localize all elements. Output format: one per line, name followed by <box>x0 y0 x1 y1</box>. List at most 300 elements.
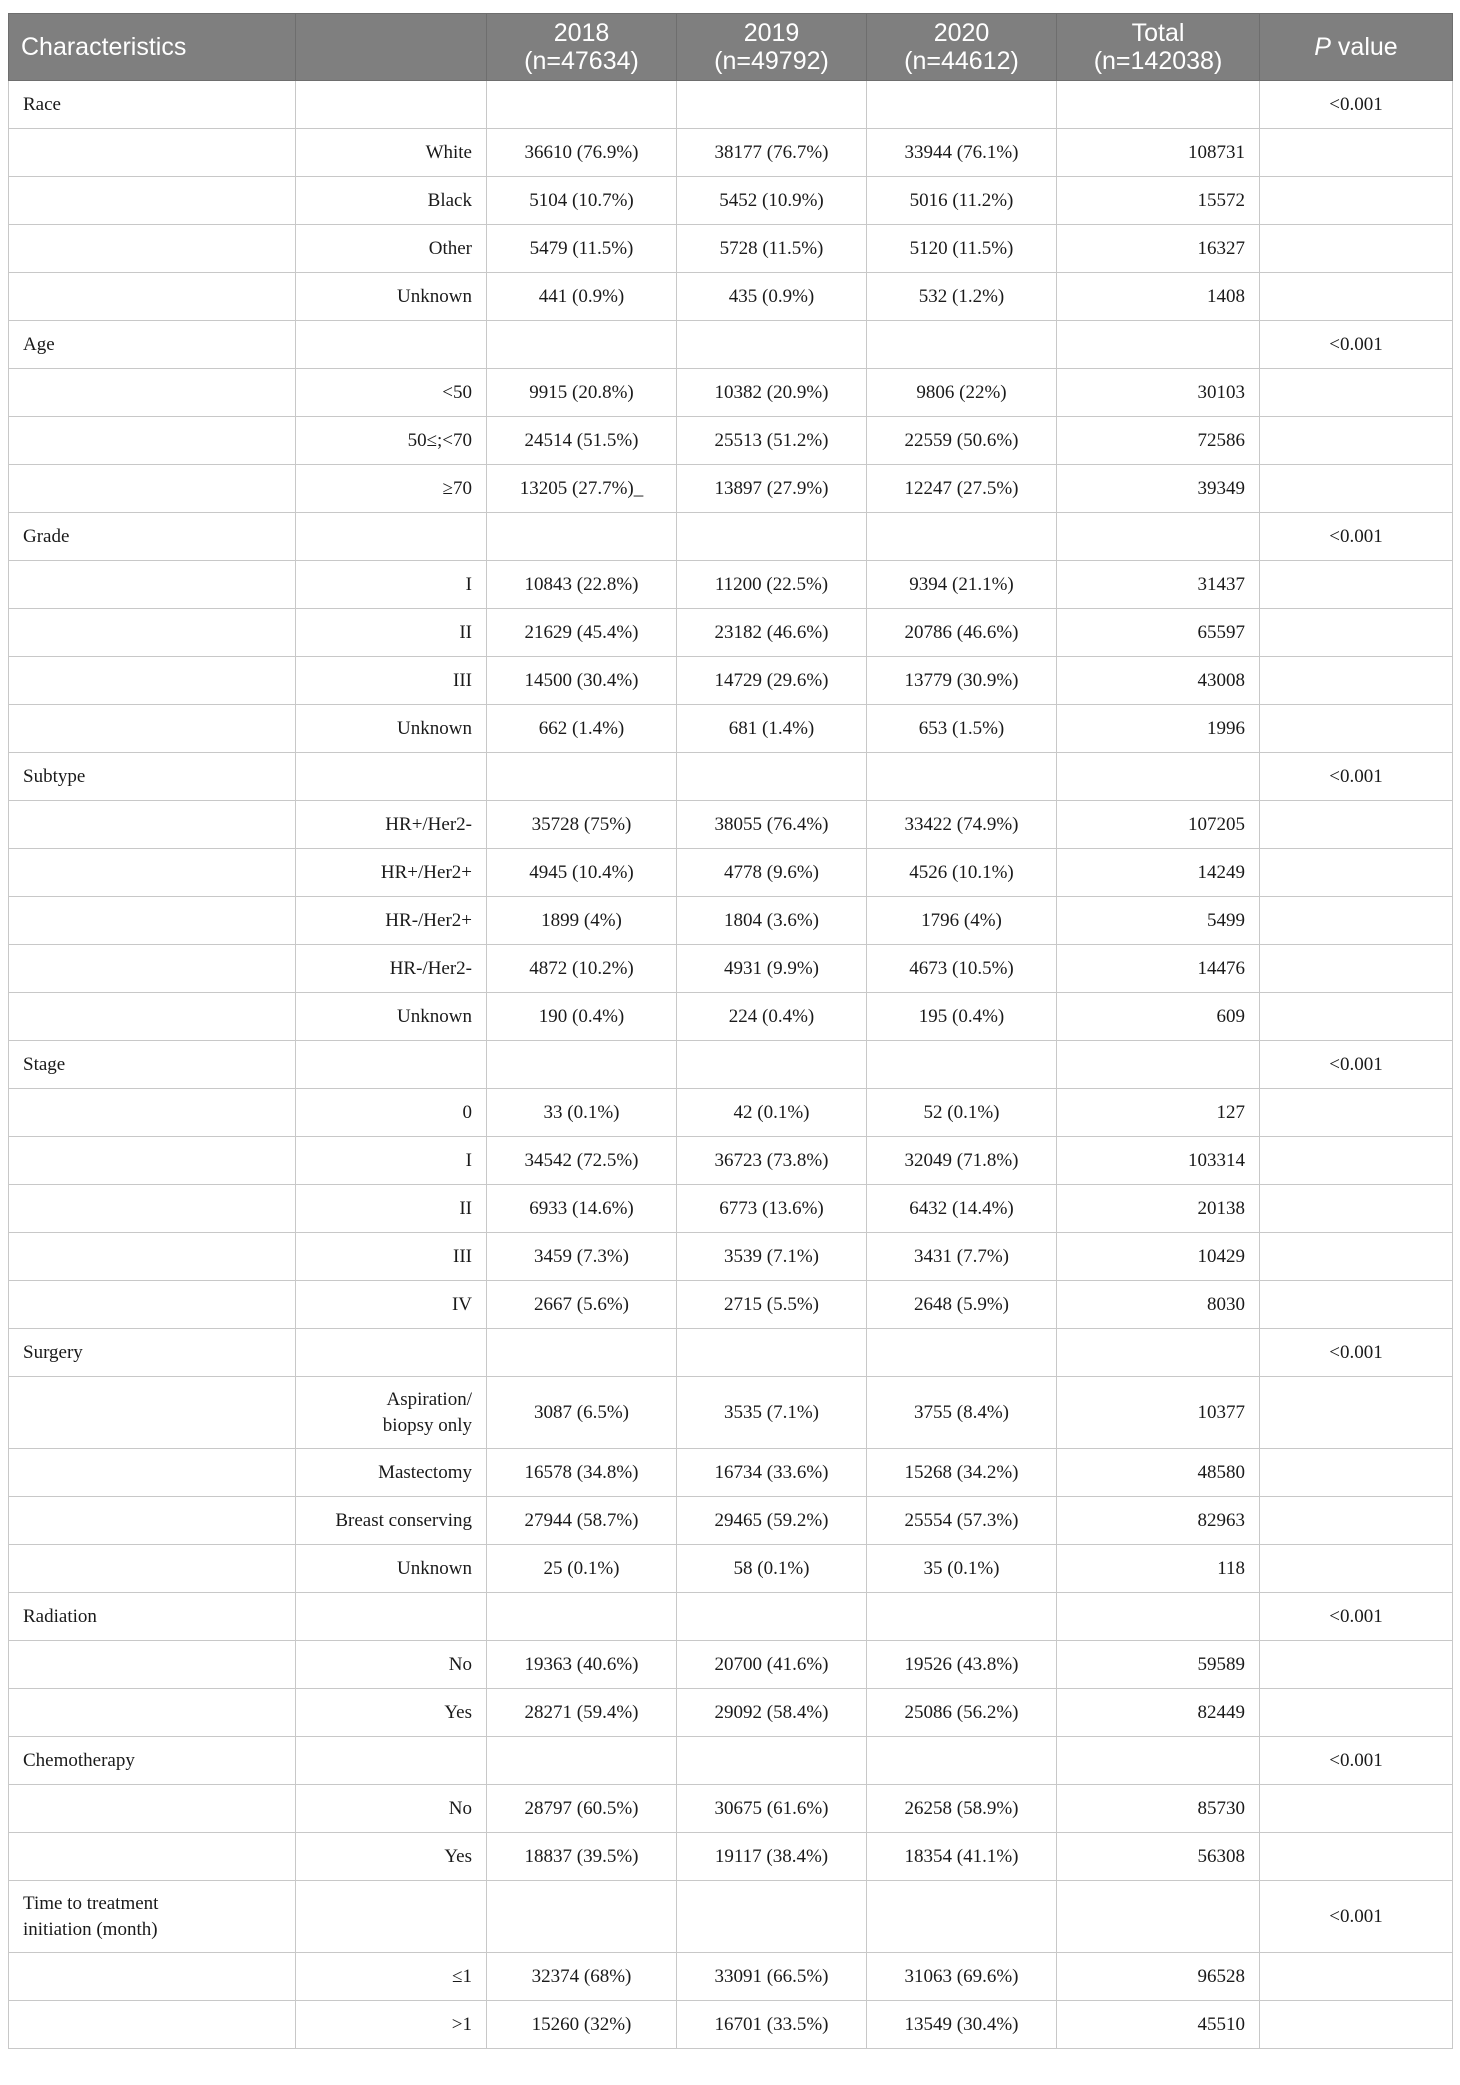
empty-cell <box>1260 129 1453 177</box>
value-2019: 20700 (41.6%) <box>677 1641 867 1689</box>
value-total: 20138 <box>1057 1185 1260 1233</box>
empty-cell <box>1260 609 1453 657</box>
value-total: 103314 <box>1057 1137 1260 1185</box>
value-2019: 4931 (9.9%) <box>677 945 867 993</box>
empty-cell <box>1260 1185 1453 1233</box>
value-2020: 9806 (22%) <box>867 369 1057 417</box>
empty-cell <box>1260 561 1453 609</box>
empty-cell <box>1260 177 1453 225</box>
value-2020: 4673 (10.5%) <box>867 945 1057 993</box>
empty-cell <box>1057 1737 1260 1785</box>
section-name: Chemotherapy <box>23 1749 135 1771</box>
empty-cell <box>867 513 1057 561</box>
value-2019: 42 (0.1%) <box>677 1089 867 1137</box>
subcategory-name: Unknown <box>397 1557 472 1579</box>
subcategory-label <box>296 465 487 513</box>
table-row <box>9 705 1453 753</box>
value-2019: 25513 (51.2%) <box>677 417 867 465</box>
subcategory-name: Unknown <box>397 1005 472 1027</box>
empty-cell <box>9 1377 296 1449</box>
empty-cell <box>9 129 296 177</box>
value-2020: 1796 (4%) <box>867 897 1057 945</box>
subcategory-name: HR-/Her2- <box>389 957 472 979</box>
header-total <box>1057 14 1260 81</box>
value-2020: 31063 (69.6%) <box>867 1953 1057 2001</box>
empty-cell <box>9 897 296 945</box>
p-value-cell: <0.001 <box>1260 321 1453 369</box>
empty-cell <box>1057 513 1260 561</box>
subcategory-name: Yes <box>444 1701 472 1723</box>
table-row <box>9 273 1453 321</box>
empty-cell <box>1260 465 1453 513</box>
subcategory-label <box>296 897 487 945</box>
empty-cell <box>9 417 296 465</box>
header-p-letter: P <box>1314 33 1331 61</box>
table-row <box>9 1449 1453 1497</box>
subcategory-label <box>296 1137 487 1185</box>
value-total: 108731 <box>1057 129 1260 177</box>
empty-cell <box>487 1737 677 1785</box>
table-row <box>9 1233 1453 1281</box>
empty-cell <box>9 609 296 657</box>
empty-cell <box>677 1737 867 1785</box>
value-total: 15572 <box>1057 177 1260 225</box>
section-row-age <box>9 321 1453 369</box>
table-row <box>9 1545 1453 1593</box>
empty-cell <box>9 1497 296 1545</box>
empty-cell <box>1260 1137 1453 1185</box>
subcategory-name: Unknown <box>397 285 472 307</box>
section-name: Stage <box>23 1053 66 1075</box>
table-row <box>9 1689 1453 1737</box>
empty-cell <box>1260 801 1453 849</box>
p-value-cell: <0.001 <box>1260 513 1453 561</box>
value-2019: 16734 (33.6%) <box>677 1449 867 1497</box>
p-value-cell: <0.001 <box>1260 753 1453 801</box>
value-2019: 10382 (20.9%) <box>677 369 867 417</box>
header-year-n: (n=44612) <box>904 47 1019 75</box>
table-row <box>9 225 1453 273</box>
empty-cell <box>1260 657 1453 705</box>
empty-cell <box>9 177 296 225</box>
subcategory-label <box>296 945 487 993</box>
empty-cell <box>867 753 1057 801</box>
header-year-label: 2020 <box>933 19 990 47</box>
value-total: 30103 <box>1057 369 1260 417</box>
empty-cell <box>1260 1089 1453 1137</box>
value-2019: 29092 (58.4%) <box>677 1689 867 1737</box>
value-2019: 58 (0.1%) <box>677 1545 867 1593</box>
value-2020: 9394 (21.1%) <box>867 561 1057 609</box>
empty-cell <box>9 1785 296 1833</box>
value-2019: 435 (0.9%) <box>677 273 867 321</box>
empty-cell <box>9 1641 296 1689</box>
empty-cell <box>9 273 296 321</box>
subcategory-name: 50≤;<70 <box>407 429 472 451</box>
empty-cell <box>677 1041 867 1089</box>
header-year-label: 2018 <box>553 19 610 47</box>
value-total: 82963 <box>1057 1497 1260 1545</box>
empty-cell <box>1260 1953 1453 2001</box>
header-year-2019 <box>677 14 867 81</box>
value-total: 31437 <box>1057 561 1260 609</box>
value-2018: 5104 (10.7%) <box>487 177 677 225</box>
value-2019: 6773 (13.6%) <box>677 1185 867 1233</box>
p-value-cell: <0.001 <box>1260 1041 1453 1089</box>
subcategory-name: III <box>453 1245 472 1267</box>
empty-cell <box>487 753 677 801</box>
subcategory-name: Black <box>427 189 472 211</box>
empty-cell <box>9 1233 296 1281</box>
value-2018: 27944 (58.7%) <box>487 1497 677 1545</box>
value-2020: 12247 (27.5%) <box>867 465 1057 513</box>
p-value-cell: <0.001 <box>1260 1737 1453 1785</box>
value-2019: 681 (1.4%) <box>677 705 867 753</box>
value-2020: 33422 (74.9%) <box>867 801 1057 849</box>
value-2020: 195 (0.4%) <box>867 993 1057 1041</box>
empty-cell <box>1057 1041 1260 1089</box>
empty-cell <box>296 1329 487 1377</box>
empty-cell <box>296 753 487 801</box>
table-row <box>9 1641 1453 1689</box>
value-2019: 224 (0.4%) <box>677 993 867 1041</box>
empty-cell <box>867 1329 1057 1377</box>
subcategory-label <box>296 705 487 753</box>
value-2020: 52 (0.1%) <box>867 1089 1057 1137</box>
empty-cell <box>1057 81 1260 129</box>
table-row <box>9 657 1453 705</box>
empty-cell <box>296 1593 487 1641</box>
empty-cell <box>487 81 677 129</box>
table-row <box>9 129 1453 177</box>
value-2018: 25 (0.1%) <box>487 1545 677 1593</box>
value-2018: 190 (0.4%) <box>487 993 677 1041</box>
value-2020: 13549 (30.4%) <box>867 2001 1057 2049</box>
empty-cell <box>9 993 296 1041</box>
value-2018: 35728 (75%) <box>487 801 677 849</box>
empty-cell <box>9 1089 296 1137</box>
header-characteristics: Characteristics <box>9 14 296 81</box>
value-total: 72586 <box>1057 417 1260 465</box>
empty-cell <box>9 945 296 993</box>
section-label <box>9 1593 296 1641</box>
value-2019: 38055 (76.4%) <box>677 801 867 849</box>
subcategory-label <box>296 849 487 897</box>
characteristics-table <box>8 13 1453 2049</box>
empty-cell <box>1260 1785 1453 1833</box>
table-row <box>9 1833 1453 1881</box>
header-total-label: Total <box>1131 19 1185 47</box>
value-2020: 653 (1.5%) <box>867 705 1057 753</box>
empty-cell <box>1260 1641 1453 1689</box>
value-total: 107205 <box>1057 801 1260 849</box>
empty-cell <box>677 513 867 561</box>
subcategory-label <box>296 177 487 225</box>
empty-cell <box>9 1449 296 1497</box>
value-2019: 33091 (66.5%) <box>677 1953 867 2001</box>
value-2020: 22559 (50.6%) <box>867 417 1057 465</box>
value-2018: 21629 (45.4%) <box>487 609 677 657</box>
value-2018: 10843 (22.8%) <box>487 561 677 609</box>
section-label <box>9 1881 296 1953</box>
value-2018: 4872 (10.2%) <box>487 945 677 993</box>
table-row <box>9 369 1453 417</box>
subcategory-name: I <box>465 573 472 595</box>
empty-cell <box>1260 993 1453 1041</box>
p-value-cell: <0.001 <box>1260 1881 1453 1953</box>
empty-cell <box>9 465 296 513</box>
section-row-time-to-treatment <box>9 1881 1453 1953</box>
value-2020: 19526 (43.8%) <box>867 1641 1057 1689</box>
empty-cell <box>867 1881 1057 1953</box>
subcategory-name: White <box>425 141 472 163</box>
value-2019: 11200 (22.5%) <box>677 561 867 609</box>
empty-cell <box>1260 897 1453 945</box>
value-total: 10429 <box>1057 1233 1260 1281</box>
empty-cell <box>9 1545 296 1593</box>
value-total: 14476 <box>1057 945 1260 993</box>
p-value-cell: <0.001 <box>1260 1329 1453 1377</box>
empty-cell <box>677 1881 867 1953</box>
section-label <box>9 321 296 369</box>
value-total: 8030 <box>1057 1281 1260 1329</box>
subcategory-name: ≥70 <box>442 477 472 499</box>
value-2018: 15260 (32%) <box>487 2001 677 2049</box>
subcategory-name: I <box>465 1149 472 1171</box>
section-label <box>9 1329 296 1377</box>
subcategory-label <box>296 1953 487 2001</box>
subcategory-name-line2: biopsy only <box>382 1414 472 1436</box>
value-2020: 18354 (41.1%) <box>867 1833 1057 1881</box>
empty-cell <box>867 1041 1057 1089</box>
header-year-2018 <box>487 14 677 81</box>
empty-cell <box>677 753 867 801</box>
empty-cell <box>1260 1281 1453 1329</box>
value-2020: 6432 (14.4%) <box>867 1185 1057 1233</box>
value-2020: 4526 (10.1%) <box>867 849 1057 897</box>
subcategory-label <box>296 1545 487 1593</box>
table-row <box>9 465 1453 513</box>
subcategory-label <box>296 1185 487 1233</box>
table-row <box>9 1953 1453 2001</box>
empty-cell <box>487 321 677 369</box>
value-2020: 3431 (7.7%) <box>867 1233 1057 1281</box>
empty-cell <box>1057 1881 1260 1953</box>
empty-cell <box>1057 1329 1260 1377</box>
value-2018: 4945 (10.4%) <box>487 849 677 897</box>
value-2019: 13897 (27.9%) <box>677 465 867 513</box>
value-2018: 3087 (6.5%) <box>487 1377 677 1449</box>
table-row <box>9 801 1453 849</box>
empty-cell <box>867 81 1057 129</box>
empty-cell <box>677 321 867 369</box>
value-total: 65597 <box>1057 609 1260 657</box>
value-total: 609 <box>1057 993 1260 1041</box>
section-name: Radiation <box>23 1605 97 1627</box>
subcategory-label <box>296 561 487 609</box>
section-label <box>9 1041 296 1089</box>
section-row-surgery <box>9 1329 1453 1377</box>
empty-cell <box>9 1137 296 1185</box>
table-header <box>9 14 1453 81</box>
section-row-grade <box>9 513 1453 561</box>
value-2018: 28797 (60.5%) <box>487 1785 677 1833</box>
empty-cell <box>1260 273 1453 321</box>
subcategory-name: HR-/Her2+ <box>385 909 472 931</box>
value-2018: 16578 (34.8%) <box>487 1449 677 1497</box>
empty-cell <box>1057 1593 1260 1641</box>
subcategory-label <box>296 1689 487 1737</box>
value-2019: 30675 (61.6%) <box>677 1785 867 1833</box>
empty-cell <box>9 801 296 849</box>
empty-cell <box>9 1185 296 1233</box>
empty-cell <box>1260 1689 1453 1737</box>
subcategory-label <box>296 609 487 657</box>
table-row <box>9 897 1453 945</box>
section-name: Surgery <box>23 1341 83 1363</box>
value-total: 48580 <box>1057 1449 1260 1497</box>
table-row <box>9 993 1453 1041</box>
subcategory-label <box>296 1377 487 1449</box>
section-label <box>9 753 296 801</box>
subcategory-name: Mastectomy <box>378 1461 472 1483</box>
subcategory-name: 0 <box>462 1101 472 1123</box>
empty-cell <box>1260 849 1453 897</box>
value-2020: 5120 (11.5%) <box>867 225 1057 273</box>
empty-cell <box>1260 369 1453 417</box>
value-2020: 33944 (76.1%) <box>867 129 1057 177</box>
value-2019: 19117 (38.4%) <box>677 1833 867 1881</box>
value-2018: 662 (1.4%) <box>487 705 677 753</box>
value-2020: 25086 (56.2%) <box>867 1689 1057 1737</box>
value-2019: 16701 (33.5%) <box>677 2001 867 2049</box>
table-body <box>9 81 1453 2049</box>
header-p-value <box>1260 14 1453 81</box>
subcategory-name: Yes <box>444 1845 472 1867</box>
value-total: 127 <box>1057 1089 1260 1137</box>
empty-cell <box>1260 1377 1453 1449</box>
value-total: 5499 <box>1057 897 1260 945</box>
value-2019: 23182 (46.6%) <box>677 609 867 657</box>
table-row <box>9 1377 1453 1449</box>
table-row <box>9 561 1453 609</box>
header-p-suffix: value <box>1330 33 1398 61</box>
value-2018: 32374 (68%) <box>487 1953 677 2001</box>
subcategory-name: ≤1 <box>452 1965 472 1987</box>
subcategory-label <box>296 1281 487 1329</box>
empty-cell <box>867 321 1057 369</box>
subcategory-name: >1 <box>451 2013 472 2035</box>
header-row <box>9 14 1453 81</box>
value-2018: 28271 (59.4%) <box>487 1689 677 1737</box>
value-total: 45510 <box>1057 2001 1260 2049</box>
value-2019: 5452 (10.9%) <box>677 177 867 225</box>
value-2019: 36723 (73.8%) <box>677 1137 867 1185</box>
subcategory-label <box>296 1233 487 1281</box>
table-row <box>9 1137 1453 1185</box>
value-2018: 34542 (72.5%) <box>487 1137 677 1185</box>
value-2019: 3539 (7.1%) <box>677 1233 867 1281</box>
subcategory-name: III <box>453 669 472 691</box>
section-name: Grade <box>23 525 70 547</box>
table-row <box>9 849 1453 897</box>
subcategory-label <box>296 273 487 321</box>
subcategory-label <box>296 1641 487 1689</box>
value-2018: 24514 (51.5%) <box>487 417 677 465</box>
subcategory-name: No <box>448 1797 472 1819</box>
empty-cell <box>1260 417 1453 465</box>
subcategory-name: II <box>459 621 472 643</box>
subcategory-name: Unknown <box>397 717 472 739</box>
value-2020: 15268 (34.2%) <box>867 1449 1057 1497</box>
subcategory-name: No <box>448 1653 472 1675</box>
value-2019: 2715 (5.5%) <box>677 1281 867 1329</box>
empty-cell <box>487 1593 677 1641</box>
subcategory-label <box>296 801 487 849</box>
value-2020: 2648 (5.9%) <box>867 1281 1057 1329</box>
value-2020: 532 (1.2%) <box>867 273 1057 321</box>
value-total: 85730 <box>1057 1785 1260 1833</box>
section-label <box>9 513 296 561</box>
section-name: Race <box>23 93 61 115</box>
empty-cell <box>1057 321 1260 369</box>
empty-cell <box>1260 1833 1453 1881</box>
empty-cell <box>9 1833 296 1881</box>
value-2018: 1899 (4%) <box>487 897 677 945</box>
value-total: 59589 <box>1057 1641 1260 1689</box>
subcategory-name: II <box>459 1197 472 1219</box>
subcategory-label <box>296 1089 487 1137</box>
subcategory-name: <50 <box>442 381 472 403</box>
value-total: 10377 <box>1057 1377 1260 1449</box>
value-total: 96528 <box>1057 1953 1260 2001</box>
section-name: Age <box>23 333 55 355</box>
value-2019: 1804 (3.6%) <box>677 897 867 945</box>
subcategory-label <box>296 1449 487 1497</box>
value-2018: 2667 (5.6%) <box>487 1281 677 1329</box>
subcategory-label <box>296 1497 487 1545</box>
empty-cell <box>296 513 487 561</box>
subcategory-name: IV <box>451 1293 472 1315</box>
value-total: 1996 <box>1057 705 1260 753</box>
table-row <box>9 1497 1453 1545</box>
value-2018: 14500 (30.4%) <box>487 657 677 705</box>
empty-cell <box>867 1593 1057 1641</box>
empty-cell <box>1260 1449 1453 1497</box>
table-row <box>9 1089 1453 1137</box>
value-2018: 36610 (76.9%) <box>487 129 677 177</box>
value-2020: 3755 (8.4%) <box>867 1377 1057 1449</box>
table-row <box>9 2001 1453 2049</box>
subcategory-label <box>296 369 487 417</box>
empty-cell <box>9 657 296 705</box>
value-2019: 14729 (29.6%) <box>677 657 867 705</box>
value-2018: 5479 (11.5%) <box>487 225 677 273</box>
header-total-n: (n=142038) <box>1093 47 1223 75</box>
table-row <box>9 1281 1453 1329</box>
subcategory-label <box>296 417 487 465</box>
empty-cell <box>1260 1497 1453 1545</box>
value-2018: 19363 (40.6%) <box>487 1641 677 1689</box>
empty-cell <box>9 1953 296 2001</box>
empty-cell <box>9 1689 296 1737</box>
empty-cell <box>9 225 296 273</box>
table-row <box>9 417 1453 465</box>
empty-cell <box>677 81 867 129</box>
subcategory-label <box>296 657 487 705</box>
value-2018: 9915 (20.8%) <box>487 369 677 417</box>
value-2019: 4778 (9.6%) <box>677 849 867 897</box>
